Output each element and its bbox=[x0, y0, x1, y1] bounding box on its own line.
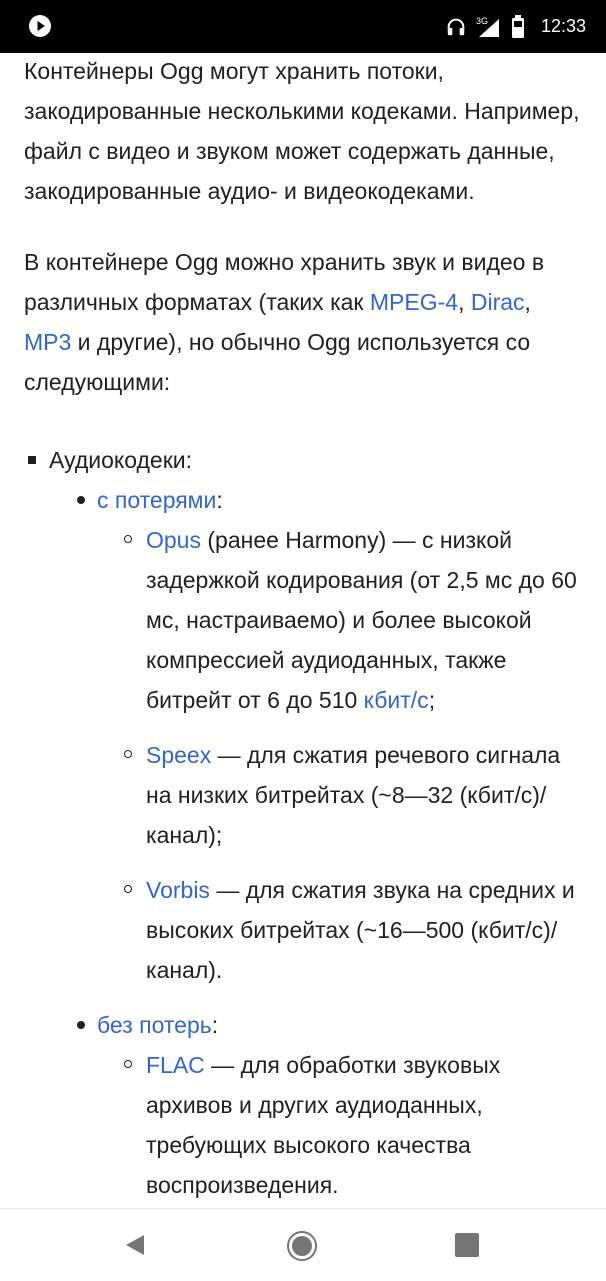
list-item-text: (ранее Harmony) — с низкой задержкой кодирования (от 2,5 мс до 60 мс, настраиваемо) и более высокой компрессией аудиоданных, также битрейт от 6 до 510 bbox=[146, 527, 577, 713]
home-icon[interactable] bbox=[286, 1230, 318, 1262]
paragraph-ogg-containers: Контейнеры Ogg могут хранить потоки, закодированные несколькими кодеками. Например, файл с видео и звуком может содержать данные, закодированные аудио- и видеокодеками. bbox=[24, 58, 580, 204]
circle-bullet-icon bbox=[124, 885, 132, 893]
list-item-text: — для сжатия звука на средних и высоких битрейтах (~16—500 (кбит/с)/канал). bbox=[146, 877, 575, 983]
list-item-speex bbox=[0, 735, 606, 855]
link-mpeg4[interactable]: MPEG-4 bbox=[369, 289, 459, 315]
list-item-suffix: : bbox=[216, 487, 223, 513]
link-dirac[interactable]: Dirac bbox=[470, 289, 525, 315]
recents-icon[interactable] bbox=[455, 1233, 479, 1257]
list-item-text: — для сжатия речевого сигнала на низких битрейтах (~8—32 (кбит/с)/канал); bbox=[146, 742, 561, 848]
circle-bullet-icon bbox=[124, 535, 132, 543]
play-icon bbox=[28, 14, 52, 38]
link-kbps[interactable]: кбит/с bbox=[363, 687, 429, 713]
list-item-text: ; bbox=[428, 687, 436, 713]
navigation-bar bbox=[0, 1208, 606, 1281]
list-item-flac bbox=[0, 1045, 606, 1205]
svg-text:3G: 3G bbox=[475, 15, 488, 26]
back-icon[interactable] bbox=[122, 1231, 150, 1259]
status-icons bbox=[445, 0, 586, 53]
separator: , bbox=[524, 289, 531, 315]
status-time: 12:33 bbox=[540, 16, 586, 36]
disc-bullet-icon bbox=[77, 496, 85, 504]
paragraph-formats-text: В контейнере Ogg можно хранить звук и видео в различных форматах (таких как bbox=[24, 249, 545, 315]
square-bullet-icon bbox=[28, 456, 36, 464]
link-flac[interactable]: FLAC bbox=[146, 1052, 205, 1078]
paragraph-formats-text: и другие), но обычно Ogg используется со следующими: bbox=[24, 329, 531, 395]
link-mp3[interactable]: MP3 bbox=[24, 329, 72, 355]
battery-icon bbox=[511, 15, 525, 39]
link-lossy[interactable]: с потерями bbox=[97, 487, 217, 513]
signal-icon bbox=[475, 15, 503, 39]
headphones-icon bbox=[445, 16, 467, 38]
list-item-vorbis bbox=[0, 870, 606, 990]
link-opus[interactable]: Opus bbox=[146, 527, 201, 553]
link-vorbis[interactable]: Vorbis bbox=[146, 877, 210, 903]
list-item-label: Аудиокодеки: bbox=[49, 447, 192, 473]
list-item-audio-codecs bbox=[0, 440, 606, 480]
list-item-lossy bbox=[0, 480, 606, 520]
link-lossless[interactable]: без потерь bbox=[97, 1012, 212, 1038]
circle-bullet-icon bbox=[124, 750, 132, 758]
list-item-text: — для обработки звуковых архивов и других аудиоданных, требующих высокого качества воспроизведения. bbox=[146, 1052, 501, 1198]
list-item-opus bbox=[0, 520, 606, 720]
link-speex[interactable]: Speex bbox=[146, 742, 212, 768]
paragraph-formats bbox=[0, 242, 606, 402]
codec-list bbox=[0, 440, 606, 1205]
disc-bullet-icon bbox=[77, 1021, 85, 1029]
article-content bbox=[0, 53, 606, 1208]
list-item-lossless bbox=[0, 1005, 606, 1045]
circle-bullet-icon bbox=[124, 1060, 132, 1068]
status-bar bbox=[0, 0, 606, 53]
list-item-suffix: : bbox=[211, 1012, 219, 1038]
separator: , bbox=[458, 289, 471, 315]
